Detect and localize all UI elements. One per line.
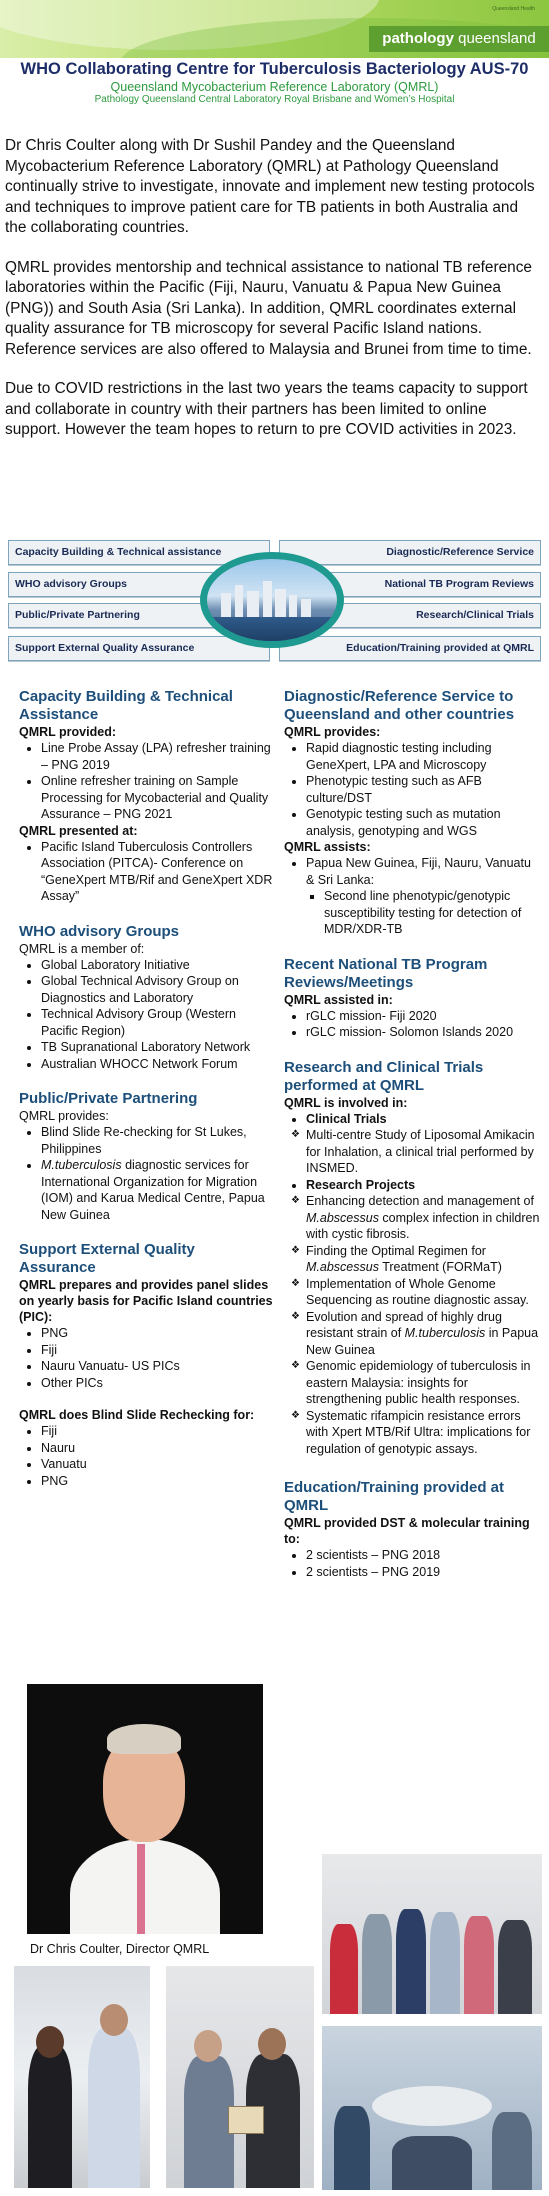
list <box>284 855 542 888</box>
list-item: • Vanuatu <box>41 1456 274 1473</box>
diagram-item-capacity: Capacity Building & Technical assistance <box>8 540 270 565</box>
intro-paragraph: QMRL provides mentorship and technical assistance to national TB reference laboratories within the Pacific (Fiji, Nauru, Vanuatu & Papua New Guinea (PNG)) and South Asia (Sri Lanka). In addition, QMRL coordinates external quality assurance for TB microscopy for several Pacific Island nations. Reference services are also offered to Malaysia and Brunei from time to time. <box>5 258 532 358</box>
list-item: • Australian WHOCC Network Forum <box>41 1056 274 1073</box>
list <box>19 839 274 905</box>
italic-organism: M.tuberculosis <box>41 1158 122 1172</box>
team-photo <box>322 1854 542 2014</box>
diamond-list <box>284 1193 542 1457</box>
eqa-section <box>19 1241 274 1489</box>
list-item: • Nauru <box>41 1440 274 1457</box>
list-item: • Nauru Vanuatu- US PICs <box>41 1358 274 1375</box>
ppp-section <box>19 1090 274 1223</box>
team-photo <box>14 1966 150 2188</box>
list-item: • 2 scientists – PNG 2018 <box>306 1547 542 1564</box>
section-title: Public/Private Partnering <box>19 1090 198 1107</box>
list <box>284 1008 542 1041</box>
section-subheading: QMRL assists: <box>284 840 371 854</box>
list <box>19 1423 274 1489</box>
diamond-list <box>284 1127 542 1177</box>
list-item: • 2 scientists – PNG 2019 <box>306 1564 542 1581</box>
photo-caption: Dr Chris Coulter, Director QMRL <box>30 1942 210 1956</box>
team-photo <box>166 1966 314 2188</box>
section-title: Diagnostic/Reference Service to Queensland and other countries <box>284 688 515 723</box>
brand-bold: pathology <box>382 30 454 47</box>
brisbane-city-image <box>200 552 344 648</box>
list-item: • Fiji <box>41 1423 274 1440</box>
section-lead: QMRL prepares and provides panel slides on yearly basis for Pacific Island countries (PIC): <box>19 1278 273 1324</box>
page-header <box>0 60 549 105</box>
list <box>19 1124 274 1223</box>
pathology-queensland-logo <box>369 26 549 52</box>
list-item: • Global Technical Advisory Group on Diagnostics and Laboratory <box>41 973 274 1006</box>
header-banner <box>0 0 549 58</box>
list-item: • Global Laboratory Initiative <box>41 957 274 974</box>
queensland-health-text: Queensland Health <box>492 6 535 12</box>
section-title: Support External Quality Assurance <box>19 1241 195 1276</box>
brand-regular: queensland <box>453 30 536 47</box>
diagram-item-diagnostic: Diagnostic/Reference Service <box>279 540 541 565</box>
section-subheading: QMRL provided: <box>19 725 116 739</box>
section-subheading: QMRL does Blind Slide Rechecking for: <box>19 1408 255 1422</box>
list-item: • PNG <box>41 1325 274 1342</box>
list-item: • rGLC mission- Solomon Islands 2020 <box>306 1024 542 1041</box>
list-item: • Rapid diagnostic testing including GeneXpert, LPA and Microscopy <box>306 740 542 773</box>
list <box>284 740 542 839</box>
list <box>19 740 274 823</box>
section-subheading: QMRL provided DST & molecular training to: <box>284 1516 530 1546</box>
list <box>284 1111 542 1128</box>
section-subheading: QMRL assisted in: <box>284 992 393 1007</box>
section-lead: QMRL provides: <box>19 1109 109 1123</box>
section-lead: QMRL is a member of: <box>19 941 145 956</box>
section-title: Recent National TB Program Reviews/Meetings <box>284 955 488 991</box>
page-title: WHO Collaborating Centre for Tuberculosis Bacteriology AUS-70 <box>20 60 529 78</box>
diagram-item-ntp: National TB Program Reviews <box>318 572 541 597</box>
list-item: • Blind Slide Re-checking for St Lukes, Philippines <box>41 1124 274 1157</box>
section-title: Capacity Building & Technical Assistance <box>19 688 233 723</box>
list-item: ❖ Multi-centre Study of Liposomal Amikacin for Inhalation, a clinical trial performed by INSMED. <box>306 1127 542 1177</box>
portrait-photo <box>27 1684 263 1934</box>
diagram-item-eqa: Support External Quality Assurance <box>8 636 270 661</box>
section-title: WHO advisory Groups <box>19 922 180 940</box>
list-item: ❖ Enhancing detection and management of M.abscessus complex infection in children with cystic fibrosis. <box>306 1193 542 1243</box>
intro-paragraph: Due to COVID restrictions in the last two years the teams capacity to support and collaborate in country with their partners has been limited to online support. However the team hopes to return to pre COVID activities in 2023. <box>5 380 528 438</box>
list-item: • Pacific Island Tuberculosis Controllers Association (PITCA)- Conference on “GeneXpert MTB/Rif and GeneXpert XDR Assay” <box>41 839 274 905</box>
diagnostic-section <box>284 688 542 938</box>
list-item: • Technical Advisory Group (Western Pacific Region) <box>41 1006 274 1039</box>
left-column <box>19 688 274 1489</box>
section-subheading: QMRL presented at: <box>19 823 138 838</box>
education-section <box>284 1479 542 1580</box>
list-item: • rGLC mission- Fiji 2020 <box>306 1008 542 1025</box>
list-item: ❖ Genomic epidemiology of tuberculosis in eastern Malaysia: insights for strengthening public health responses. <box>306 1358 542 1408</box>
list-item: ❖ Systematic rifampicin resistance errors with Xpert MTB/Rif Ultra: implications for regulation of genotypic assays. <box>306 1408 542 1458</box>
list-item: • Online refresher training on Sample Processing for Mycobacterial and Quality Assurance – PNG 2021 <box>41 773 274 823</box>
section-title: Education/Training provided at QMRL <box>284 1479 505 1514</box>
list-item: • Research Projects <box>306 1177 542 1194</box>
list-item: ▪ Second line phenotypic/genotypic susceptibility testing for detection of MDR/XDR-TB <box>324 888 542 938</box>
list-item: • Line Probe Assay (LPA) refresher training – PNG 2019 <box>41 740 274 773</box>
list-item: ❖ Evolution and spread of highly drug resistant strain of M.tuberculosis in Papua New Guinea <box>306 1309 542 1359</box>
section-subheading: QMRL provides: <box>284 725 381 739</box>
diagram-item-who: WHO advisory Groups <box>8 572 231 597</box>
research-section <box>284 1059 542 1458</box>
page-subtitle-2: Pathology Queensland Central Laboratory Royal Brisbane and Women’s Hospital <box>94 94 455 105</box>
right-column <box>284 688 542 1580</box>
list-item: • PNG <box>41 1473 274 1490</box>
list-item: ❖ Finding the Optimal Regimen for M.abscessus Treatment (FORMaT) <box>306 1243 542 1276</box>
list-item: • Papua New Guinea, Fiji, Nauru, Vanuatu & Sri Lanka: <box>306 855 542 888</box>
intro-paragraph: Dr Chris Coulter along with Dr Sushil Pandey and the Queensland Mycobacterium Reference Laboratory (QMRL) at Pathology Queensland continually strive to investigate, innovate and implement new testing protocols and techniques to improve patient care for TB patients in both Australia and the collaborating countries. <box>5 137 535 236</box>
page-subtitle: Queensland Mycobacterium Reference Laboratory (QMRL) <box>110 80 439 94</box>
list <box>284 1547 542 1580</box>
list-item: • Clinical Trials <box>306 1111 542 1128</box>
diagram-item-research: Research/Clinical Trials <box>318 603 541 628</box>
team-photo <box>322 2026 542 2190</box>
services-diagram <box>8 538 541 664</box>
list-item: • Fiji <box>41 1342 274 1359</box>
ntp-section <box>284 956 542 1041</box>
list <box>284 1177 542 1194</box>
intro-text <box>5 136 543 460</box>
sub-list <box>284 888 542 938</box>
section-title: Research and Clinical Trials performed at QMRL <box>284 1058 484 1094</box>
list-item: • Genotypic testing such as mutation analysis, genotyping and WGS <box>306 806 542 839</box>
list-item: • Phenotypic testing such as AFB culture/DST <box>306 773 542 806</box>
list-item: • M.tuberculosis diagnostic services for International Organization for Migration (IOM) and Karua Medical Centre, Papua New Guinea <box>41 1157 274 1223</box>
capacity-section <box>19 688 274 905</box>
list-item: • TB Supranational Laboratory Network <box>41 1039 274 1056</box>
list-item: ❖ Implementation of Whole Genome Sequencing as routine diagnostic assay. <box>306 1276 542 1309</box>
diagram-item-education: Education/Training provided at QMRL <box>279 636 541 661</box>
section-subheading: QMRL is involved in: <box>284 1095 408 1110</box>
diagram-item-ppp: Public/Private Partnering <box>8 603 231 628</box>
who-section <box>19 923 274 1073</box>
list-item: • Other PICs <box>41 1375 274 1392</box>
list <box>19 957 274 1073</box>
list <box>19 1325 274 1391</box>
